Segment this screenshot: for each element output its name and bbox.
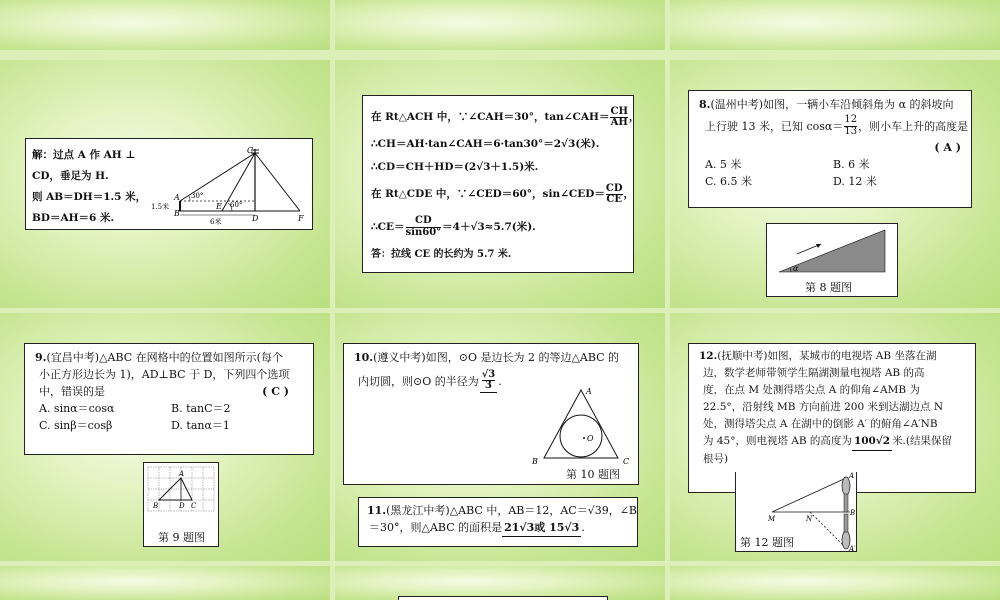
label-a-prime: A′ <box>849 545 856 552</box>
question-line: 边，数学老师带领学生隔湖测量电视塔 AB 的高 <box>703 367 925 379</box>
answer-bracket: ( C ) <box>262 385 289 399</box>
label-a: A <box>179 470 185 478</box>
option-a: A. sinα＝cosα <box>39 402 115 416</box>
solution-card-1 <box>25 138 313 230</box>
slope-figure <box>767 224 897 276</box>
question-line: 8.(温州中考)如图，一辆小车沿倾斜角为 α 的斜坡向 <box>699 98 954 111</box>
answer-blank: 21√3或 15√3 <box>502 519 581 537</box>
label-a: A <box>849 472 855 480</box>
question-line: 中，错误的是 ( C ) <box>35 383 303 400</box>
tower-lake-figure <box>760 470 900 552</box>
question-line: 9.(宜昌中考)△ABC 在网格中的位置如图所示(每个 <box>35 351 283 364</box>
incircle-triangle-figure <box>526 386 636 468</box>
derivation-line-2: ∴CH＝AH·tan∠CAH＝6·tan30°＝2√3(米). <box>371 138 600 151</box>
answer-bracket: ( A ) <box>934 141 961 155</box>
question-line: 根号) <box>703 453 729 465</box>
label-e: E <box>216 202 222 211</box>
label-b: B <box>153 502 159 510</box>
pole-cable-figure <box>150 141 310 227</box>
solution-line: 解：过点 A 作 AH ⊥ <box>32 149 136 161</box>
options <box>35 400 303 434</box>
alpha-label: α <box>793 264 799 273</box>
question-line: 22.5°，沿射线 MB 方向前进 200 米到达湖边点 N <box>703 401 944 413</box>
question-line: 12.(抚顺中考)如图，某城市的电视塔 AB 坐落在湖 <box>699 350 937 362</box>
option-d: D. 12 米 <box>833 175 877 189</box>
fraction: $\frac{12}{13}$ <box>844 114 858 137</box>
question-line: 11.(黑龙江中考)△ABC 中，AB＝12，AC＝√39，∠B <box>367 504 638 517</box>
label-a: A <box>174 193 180 202</box>
option-b: B. 6 米 <box>833 158 870 172</box>
angle-60-label: 60° <box>230 201 243 209</box>
figure-caption: 第 12 题图 <box>740 536 794 549</box>
fraction: $\frac{CD}{CE}$ <box>605 182 623 205</box>
question-line: 上行驶 13 米，已知 cosα＝ $\frac{12}{13}$ ，则小车上升的高度是 <box>705 114 969 137</box>
label-d: D <box>179 502 185 510</box>
bg-tile <box>670 566 1000 600</box>
label-m: M <box>768 515 776 523</box>
label-o: O <box>587 434 594 443</box>
bg-tile <box>670 0 1000 50</box>
options <box>699 156 961 190</box>
answer-line: 答：拉线 CE 的长约为 5.7 米. <box>371 249 512 261</box>
answer-fraction: $\frac{√3}{3}$ <box>481 368 496 392</box>
label-c: C <box>247 146 254 155</box>
label-b: B <box>174 209 180 218</box>
grid-triangle-figure <box>144 463 218 525</box>
bg-tile <box>335 0 665 50</box>
question-line: 10.(遵义中考)如图，⊙O 是边长为 2 的等边△ABC 的 <box>354 351 620 364</box>
figure-caption: 第 8 题图 <box>805 281 852 294</box>
question-line: 内切圆，则⊙O 的半径为 $\frac{√3}{3}$ . <box>358 368 502 392</box>
derivation-line-5: ∴CE＝ $\frac{CD}{\sin 60^\circ}$ ＝4＋√3≈5.7(米). <box>371 215 536 238</box>
angle-30-label: 30° <box>191 192 204 200</box>
option-b: B. tanC＝2 <box>171 402 231 416</box>
figure-card-9 <box>143 462 219 547</box>
base-label: 6米 <box>210 218 222 226</box>
bg-tile <box>0 566 330 600</box>
label-c: C <box>191 502 197 510</box>
derivation-line-4: 在 Rt△CDE 中，∵∠CED＝60°，sin∠CED＝ $\frac{CD}{CE}$ ， <box>371 182 634 205</box>
figure-caption: 第 9 题图 <box>158 531 205 544</box>
label-c: C <box>623 457 630 466</box>
label-b: B <box>850 509 856 517</box>
label-d: D <box>252 214 259 223</box>
figure-card-8 <box>766 223 898 297</box>
question-line: 小正方形边长为 1)，AD⊥BC 于 D，下列四个选项 <box>39 368 290 382</box>
label-n: N <box>806 515 813 523</box>
solution-line: BD＝AH＝6 米. <box>32 212 115 224</box>
derivation-line-3: ∴CD＝CH＋HD＝(2√3＋1.5)米. <box>371 161 539 174</box>
height-label: 1.5米 <box>151 203 170 211</box>
question-card-11 <box>358 497 638 547</box>
question-line: 度，在点 M 处测得塔尖点 A 的仰角∠AMB 为 <box>703 384 920 396</box>
label-f: F <box>298 214 304 223</box>
solution-line: 则 AB＝DH＝1.5 米， <box>32 191 147 203</box>
label-a: A <box>586 387 592 396</box>
fraction: $\frac{CH}{AH}$ <box>610 105 628 128</box>
option-c: C. sinβ＝cosβ <box>39 419 113 433</box>
question-card-9 <box>24 343 314 455</box>
answer-blank: 100√2 <box>852 433 892 451</box>
question-line: 处，测得塔尖点 A 在湖中的倒影 A′ 的俯角∠A′NB <box>703 418 938 430</box>
bg-tile <box>335 566 665 600</box>
question-line: ＝30°，则△ABC 的面积是 21√3或 15√3 . <box>367 519 629 537</box>
figure-caption: 第 10 题图 <box>566 468 620 481</box>
option-a: A. 5 米 <box>705 158 742 172</box>
question-card-8 <box>688 90 972 208</box>
solution-card-2 <box>362 95 640 273</box>
partial-card-bottom <box>398 596 608 600</box>
option-d: D. tanα＝1 <box>171 419 230 433</box>
bg-tile <box>0 0 330 50</box>
label-b: B <box>532 457 538 466</box>
question-line: 为 45°，则电视塔 AB 的高度为 100√2 米.(结果保留 <box>699 433 965 451</box>
option-c: C. 6.5 米 <box>705 175 753 189</box>
question-card-10 <box>343 343 639 485</box>
solution-line: CD，垂足为 H. <box>32 170 109 182</box>
derivation-line-1: 在 Rt△ACH 中，∵∠CAH＝30°，tan∠CAH＝ $\frac{CH}{AH}$ ， <box>371 105 640 128</box>
fraction: $\frac{CD}{\sin 60^\circ}$ <box>405 215 442 238</box>
